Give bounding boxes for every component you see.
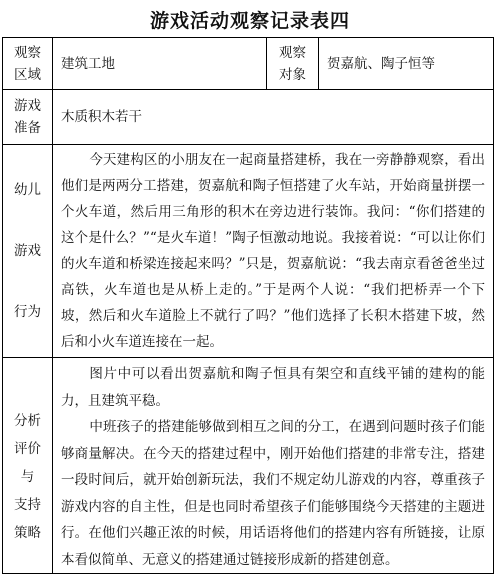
child-behavior-text: 今天建构区的小朋友在一起商量搭建桥，我在一旁静静观察，看出他们是两两分工搭建，贺嘉航和陶子恒搭建了火车站，开始商量拼摆一个火车道，然后用三角形的积木在旁边进行装饰。我问：“你们搭建的这个是什么？”“是火车道！”陶子恒激动地说。我接着说：“可以让你们的火车道和桥梁连接起来吗？”只是，贺嘉航说：“我去南京看爸爸坐过高铁，火车道也是从桥上走的。”于是两个人说：“我们把桥弄一个下坡，然后和火车道脸上不就行了吗？”他们选择了长积木搭建下坡，然后和小火车道连接在一起。 [53, 145, 494, 358]
row-child-behavior [3, 145, 494, 358]
document-title: 游戏活动观察记录表四 [149, 10, 350, 32]
observation-target-label [267, 38, 319, 90]
row-game-preparation [3, 90, 494, 145]
observation-area-value: 建筑工地 [53, 38, 267, 90]
game-preparation-value: 木质积木若干 [53, 90, 494, 145]
child-behavior-label-line3: 行为 [14, 304, 41, 320]
analysis-label-line5: 策略 [14, 524, 41, 541]
child-behavior-label-line1: 幼儿 [14, 182, 41, 198]
row-area-target [3, 38, 494, 90]
game-preparation-label-line1: 游戏 [14, 98, 41, 114]
child-behavior-label [3, 145, 53, 358]
child-behavior-label-line2: 游戏 [14, 243, 41, 259]
analysis-paragraph-1: 图片中可以看出贺嘉航和陶子恒具有架空和直线平铺的建构的能力，且建筑平稳。 [61, 366, 485, 409]
observation-record-table [2, 37, 494, 574]
analysis-label-line2: 评价 [14, 440, 41, 457]
observation-area-label [3, 38, 53, 90]
observation-target-label-line2: 对象 [279, 66, 306, 83]
game-preparation-label-line2: 准备 [14, 120, 41, 136]
observation-area-label-line2: 区域 [14, 66, 41, 83]
observation-area-label-line1: 观察 [14, 44, 41, 61]
analysis-strategy-label [3, 358, 53, 574]
analysis-strategy-content [53, 358, 494, 574]
observation-target-label-line1: 观察 [279, 44, 306, 61]
observation-target-value: 贺嘉航、陶子恒等 [319, 38, 494, 90]
analysis-label-line1: 分析 [14, 412, 41, 429]
analysis-label-line4: 支持 [14, 496, 41, 513]
row-analysis-strategy [3, 358, 494, 574]
analysis-label-line3: 与 [20, 468, 35, 485]
game-preparation-label [3, 90, 53, 145]
analysis-paragraph-2: 中班孩子的搭建能够做到相互之间的分工，在遇到问题时孩子们能够商量解决。在今天的搭建过程中，刚开始他们搭建的非常专注，搭建一段时间后，就开始创新玩法，我们不规定幼儿游戏的内容，尊重孩子游戏内容的自主性，但是也同时希望孩子们能够围绕今天搭建的主题进行。在他们兴趣正浓的时候，用话语将他们的搭建内容有所链接，让原本看似简单、无意义的搭建通过链接形成新的搭建创意。 [61, 419, 485, 568]
